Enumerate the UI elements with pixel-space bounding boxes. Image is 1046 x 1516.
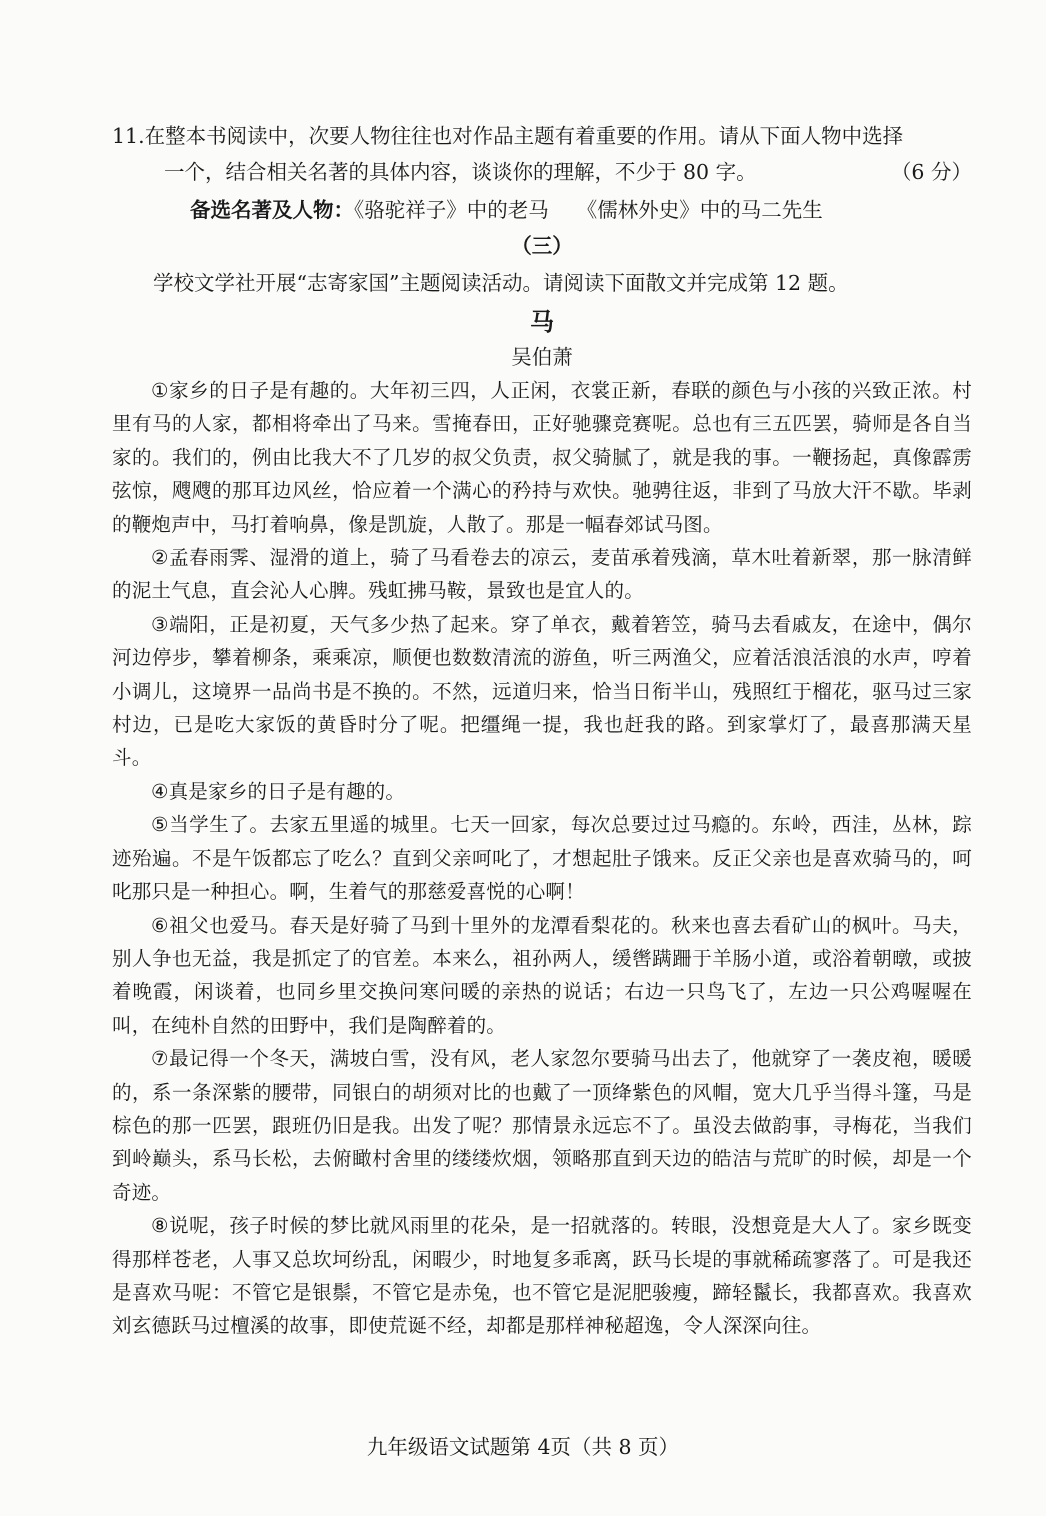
exam-page [112, 118, 972, 1343]
candidates-label: 备选名著及人物： [190, 198, 354, 222]
section-heading: （三） [511, 234, 573, 258]
paragraph-1: ①家乡的日子是有趣的。大年初三四，人正闲，衣裳正新，春联的颜色与小孩的兴致正浓。村里有马的人家，都相将牵出了马来。雪掩春田，正好驰骤竞赛呢。总也有三五匹罢，骑师是各自当家的。我们的，例由比我大不了几岁的叔父负责，叔父骑腻了，就是我的事。一鞭扬起，真像霹雳弦惊，飕飕的那耳边风丝，恰应着一个满心的矜持与欢快。驰骋往返，非到了马放大汗不歇。毕剥的鞭炮声中，马打着响鼻，像是凯旋，人散了。那是一幅春郊试马图。 [112, 379, 972, 536]
question-number: 11. [112, 124, 145, 148]
candidate-2: 《儒林外史》中的马二先生 [576, 198, 823, 222]
question-text-line-2: 一个，结合相关名著的具体内容，谈谈你的理解，不少于 80 字。 [164, 160, 757, 184]
question-score: （6 分） [890, 160, 972, 184]
reading-intro: 学校文学社开展“志寄家国”主题阅读活动。请阅读下面散文并完成第 12 题。 [153, 271, 849, 295]
paragraph-5: ⑤当学生了。去家五里遥的城里。七天一回家，每次总要过过马瘾的。东岭，西洼，丛林，踪迹殆遍。不是午饭都忘了吃么？直到父亲呵叱了，才想起肚子饿来。反正父亲也是喜欢骑马的，呵叱那只是一种担心。啊，生着气的那慈爱喜悦的心啊！ [112, 813, 972, 904]
question-11-line-1 [112, 118, 972, 154]
paragraph-7: ⑦最记得一个冬天，满坡白雪，没有风，老人家忽尔要骑马出去了，他就穿了一袭皮袍，暖暖的，系一条深紫的腰带，同银白的胡须对比的也戴了一顶绛紫色的风帽，宽大几乎当得斗篷，马是棕色的那一匹罢，跟班仍旧是我。出发了呢？那情景永远忘不了。虽没去做韵事，寻梅花，当我们到岭巅头，系马长松，去俯瞰村舍里的缕缕炊烟，领略那直到天边的皓洁与荒旷的时候，却是一个奇迹。 [112, 1047, 972, 1204]
article-author: 吴伯萧 [511, 345, 573, 369]
question-text-line-1: 在整本书阅读中，次要人物往往也对作品主题有着重要的作用。请从下面人物中选择 [144, 124, 904, 148]
paragraph-3: ③端阳，正是初夏，天气多少热了起来。穿了单衣，戴着箬笠，骑马去看戚友，在途中，偶尔河边停步，攀着柳条，乘乘凉，顺便也数数清流的游鱼，听三两渔父，应着活浪活浪的水声，哼着小调儿，这境界一品尚书是不换的。不然，远道归来，恰当日衔半山，残照红于榴花，驱马过三家村边，已是吃大家饭的黄昏时分了呢。把缰绳一提，我也赶我的路。到家掌灯了，最喜那满天星斗。 [112, 612, 972, 770]
paragraph-6: ⑥祖父也爱马。春天是好骑了马到十里外的龙潭看梨花的。秋来也喜去看矿山的枫叶。马夫，别人争也无益，我是抓定了的官差。本来么，祖孙两人，缓辔蹒跚于羊肠小道，或浴着朝暾，或披着晚霞，闲谈着，也同乡里交换问寒问暖的亲热的说话；右边一只鸟飞了，左边一只公鸡喔喔在叫，在纯朴自然的田野中，我们是陶醉着的。 [112, 913, 972, 1037]
question-11 [112, 118, 972, 190]
paragraph-4: ④真是家乡的日子是有趣的。 [151, 779, 406, 803]
page-footer: 九年级语文试题第 4页（共 8 页） [366, 1435, 680, 1459]
paragraph-8: ⑧说呢，孩子时候的梦比就风雨里的花朵，是一招就落的。转眼，没想竟是大人了。家乡既变得那样苍老，人事又总坎坷纷乱，闲暇少，时地复多乖离，跃马长堤的事就稀疏寥落了。可是我还是喜欢马呢：不管它是银鬃，不管它是赤兔，也不管它是泥肥骏瘦，蹄轻鬣长，我都喜欢。我喜欢刘玄德跃马过檀溪的故事，即使荒诞不经，却都是那样神秘超逸，令人深深向往。 [112, 1214, 972, 1338]
candidate-1: 《骆驼祥子》中的老马 [354, 198, 549, 222]
article-title: 马 [530, 307, 554, 336]
question-11-line-2 [112, 154, 972, 190]
article-body [112, 374, 972, 1343]
paragraph-2: ②孟春雨霁、湿滑的道上，骑了马看卷去的凉云，麦苗承着残滴，草木吐着新翠，那一脉清鲜的泥土气息，直会沁人心脾。残虹拂马鞍，景致也是宜人的。 [112, 546, 972, 603]
candidate-works [112, 192, 972, 228]
